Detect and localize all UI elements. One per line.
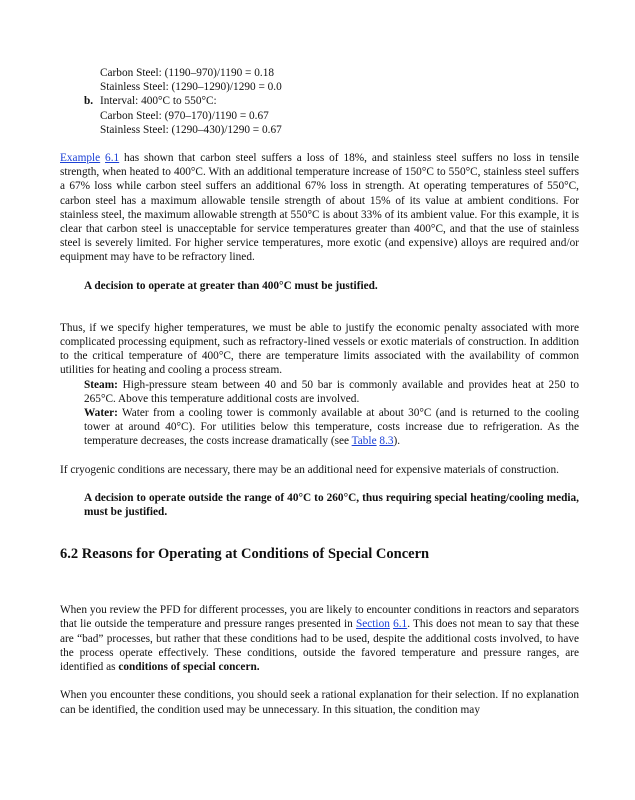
callout-40-260c: A decision to operate outside the range of 40°C to 260°C, thus requiring special heating/cooling media, must be justified. — [84, 491, 579, 519]
special-concern-term: conditions of special concern. — [118, 661, 260, 674]
table-number-link[interactable]: 8.3 — [379, 435, 394, 448]
water-text: Water from a cooling tower is commonly available at about 30°C (and is returned to the cooling tower at around 40°C). For utilities below this temperature, costs increase due to refrigeration. As the temperature decreases, the costs increase dramatically (see — [84, 407, 579, 448]
paragraph-justify-temperatures: Thus, if we specify higher temperatures, we must be able to justify the economic penalty associated with more complicated processing equipment, such as refractory-lined vessels or exotic materials of construction. In addition to the critical temperature of 400°C, there are temperature limits associated with the availability of common utilities for heating and cooling a process stream. — [60, 321, 579, 377]
paragraph-pfd-review — [60, 603, 579, 674]
list-marker-b: b. — [84, 95, 94, 108]
water-term: Water: — [84, 407, 118, 420]
pfd-text-2: . This does not mean to say that these are “bad” processes, but rather that these conditions had to be used, despite the additional costs involved, to have the process operate effectively. These conditions, outside the favored temperature and pressure ranges, are identified as — [60, 618, 579, 674]
interval-a-stainless: Stainless Steel: (1290–1290)/1290 = 0.0 — [100, 81, 282, 94]
paragraph-cryogenic: If cryogenic conditions are necessary, there may be an additional need for expensive materials of construction. — [60, 463, 559, 476]
example-link[interactable]: Example — [60, 152, 101, 165]
interval-b-carbon: Carbon Steel: (970–170)/1190 = 0.67 — [100, 109, 269, 122]
table-link[interactable]: Table — [351, 435, 377, 448]
water-utility — [84, 406, 579, 449]
section-heading: 6.2 Reasons for Operating at Conditions of Special Concern — [60, 546, 430, 563]
paragraph-rational-explanation: When you encounter these conditions, you should seek a rational explanation for their selection. If no explanation can be identified, the condition used may be unnecessary. In this situation, the condition may — [60, 689, 579, 716]
steam-utility — [84, 378, 579, 406]
paragraph-steel-strength — [60, 151, 579, 265]
interval-a-carbon: Carbon Steel: (1190–970)/1190 = 0.18 — [100, 67, 275, 79]
steam-term: Steam: — [84, 378, 118, 391]
callout-400c: A decision to operate at greater than 400°C must be justified. — [84, 279, 378, 292]
water-end: ). — [393, 435, 401, 448]
section-number-link[interactable]: 6.1 — [393, 618, 408, 631]
steam-text: High-pressure steam between 40 and 50 bar is commonly available and provides heat at 250 to 265°C. Above this temperature additional costs are involved. — [84, 378, 579, 405]
interval-b-stainless: Stainless Steel: (1290–430)/1290 = 0.67 — [100, 123, 282, 136]
section-link[interactable]: Section — [355, 618, 390, 631]
example-number-link[interactable]: 6.1 — [105, 152, 120, 165]
interval-b-range: Interval: 400°C to 550°C: — [100, 95, 217, 108]
paragraph-steel-strength-text: has shown that carbon steel suffers a loss of 18%, and stainless steel suffers no loss in tensile strength, when heated to 400°C. With an additional temperature increase of 150°C to 550°C, stainless steel suffers a 67% loss while carbon steel suffers an additional 67% loss in strength. At operating temperatures of 550°C, carbon steel has a maximum allowable tensile strength of about 15% of its value at ambient conditions. For stainless steel, the maximum allowable strength at 550°C is about 33% of its ambient value. For this example, it is clear that carbon steel is unacceptable for service temperatures greater than 400°C, and that the use of stainless steel is severely limited. For higher service temperatures, more exotic (and expensive) alloys are required and/or equipment may have to be refractory lined. — [60, 152, 580, 264]
interval-b-header — [60, 94, 579, 108]
document-page — [60, 66, 579, 717]
pfd-text-1: When you review the PFD for different processes, you are likely to encounter conditions in reactors and separators that lie outside the temperature and pressure ranges presented in — [60, 604, 579, 631]
